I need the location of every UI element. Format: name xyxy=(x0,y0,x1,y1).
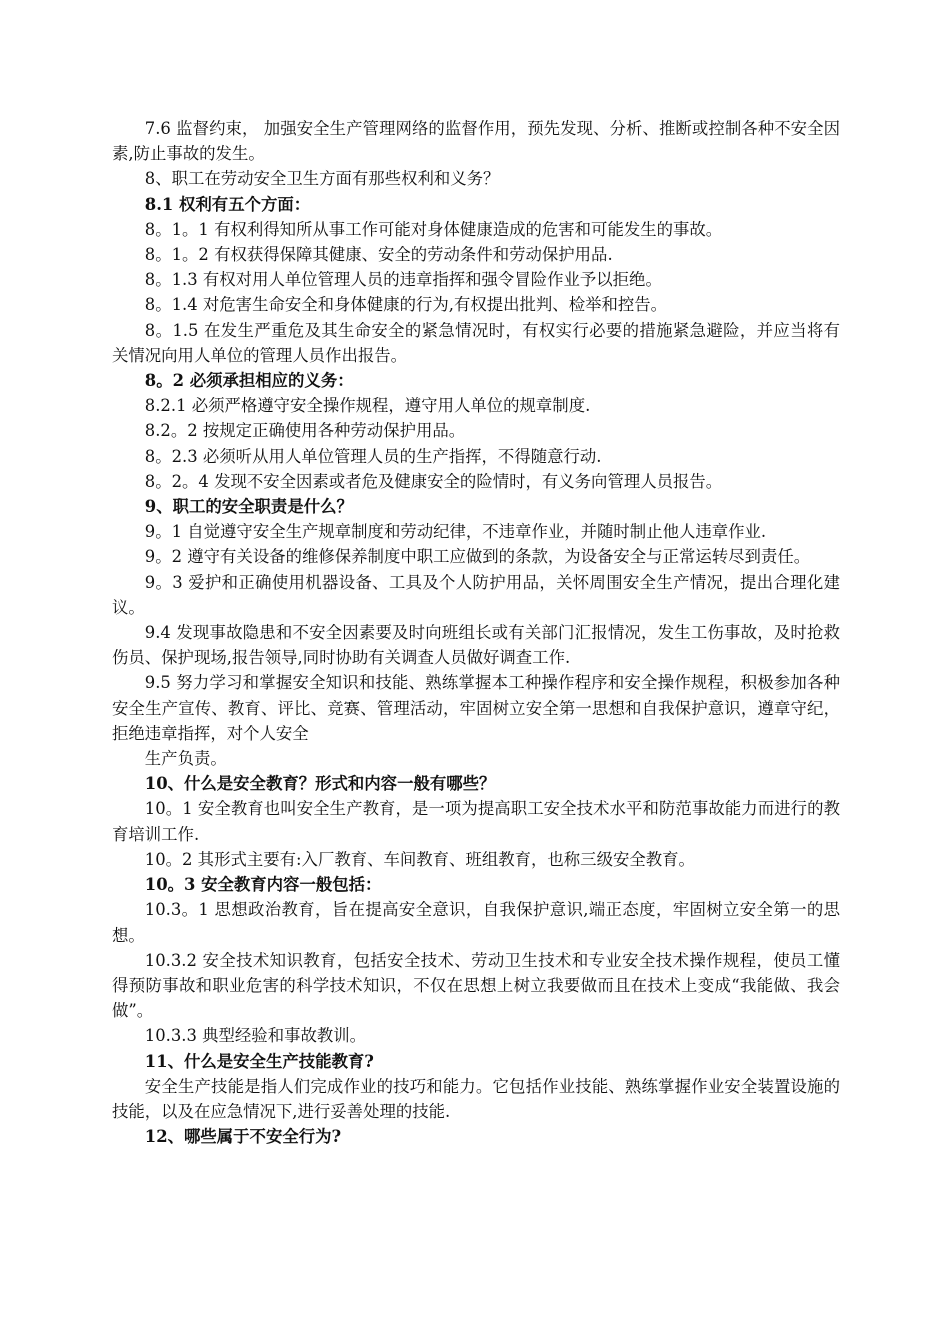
paragraph: 9。3 爱护和正确使用机器设备、工具及个人防护用品，关怀周围安全生产情况，提出合理化建议。 xyxy=(112,572,840,617)
document-page xyxy=(112,116,840,1149)
question-heading: 8、职工在劳动安全卫生方面有那些权利和义务？ xyxy=(144,169,500,189)
paragraph: 10。1 安全教育也叫安全生产教育，是一项为提高职工安全技术水平和防范事故能力而进行的教育培训工作. xyxy=(112,799,840,844)
section-heading: 10。3 安全教育内容一般包括： xyxy=(144,875,382,895)
paragraph: 8。2。4 发现不安全因素或者危及健康安全的险情时，有义务向管理人员报告。 xyxy=(144,471,723,491)
paragraph: 8。1.5 在发生严重危及其生命安全的紧急情况时，有权实行必要的措施紧急避险，并应当将有关情况向用人单位的管理人员作出报告。 xyxy=(112,320,840,365)
paragraph: 9.5 努力学习和掌握安全知识和技能、熟练掌握本工种操作程序和安全操作规程，积极参加各种安全生产宣传、教育、评比、竞赛、管理活动，牢固树立安全第一思想和自我保护意识，遵章守纪，拒绝违章指挥，对个人安全 xyxy=(112,673,840,743)
paragraph: 10.3.2 安全技术知识教育，包括安全技术、劳动卫生技术和专业安全技术操作规程，使员工懂得预防事故和职业危害的科学技术知识，不仅在思想上树立我要做而且在技术上变成“我能做、我会做”。 xyxy=(112,950,840,1021)
paragraph: 生产负责。 xyxy=(144,749,227,769)
paragraph: 安全生产技能是指人们完成作业的技巧和能力。它包括作业技能、熟练掌握作业安全装置设施的技能，以及在应急情况下,进行妥善处理的技能. xyxy=(112,1076,840,1121)
paragraph: 8。1。2 有权获得保障其健康、安全的劳动条件和劳动保护用品. xyxy=(144,245,613,265)
paragraph: 10。2 其形式主要有:入厂教育、车间教育、班组教育，也称三级安全教育。 xyxy=(144,849,695,869)
section-heading: 8.1 权利有五个方面： xyxy=(144,194,311,214)
paragraph: 9。1 自觉遵守安全生产规章制度和劳动纪律，不违章作业，并随时制止他人违章作业. xyxy=(144,522,767,542)
question-heading: 11、什么是安全生产技能教育? xyxy=(144,1051,374,1071)
paragraph: 10.3。1 思想政治教育，旨在提高安全意识，自我保护意识,端正态度，牢固树立安全第一的思想。 xyxy=(112,900,840,945)
paragraph: 8。2.3 必须听从用人单位管理人员的生产指挥，不得随意行动. xyxy=(144,446,602,466)
section-heading: 8。2 必须承担相应的义务： xyxy=(144,371,354,391)
question-heading: 9、职工的安全职责是什么？ xyxy=(144,497,353,517)
paragraph: 8.2.1 必须严格遵守安全操作规程，遵守用人单位的规章制度. xyxy=(144,396,591,416)
paragraph: 7.6 监督约束， 加强安全生产管理网络的监督作用，预先发现、分析、推断或控制各种不安全因素,防止事故的发生。 xyxy=(112,119,840,164)
paragraph: 8。1.4 对危害生命安全和身体健康的行为,有权提出批判、检举和控告。 xyxy=(144,295,668,315)
paragraph: 8。1。1 有权利得知所从事工作可能对身体健康造成的危害和可能发生的事故。 xyxy=(144,219,723,239)
question-heading: 12、哪些属于不安全行为? xyxy=(144,1127,342,1147)
paragraph: 8.2。2 按规定正确使用各种劳动保护用品。 xyxy=(144,421,466,441)
paragraph: 10.3.3 典型经验和事故教训。 xyxy=(144,1026,367,1046)
paragraph: 8。1.3 有权对用人单位管理人员的违章指挥和强令冒险作业予以拒绝。 xyxy=(144,270,662,290)
paragraph: 9。2 遵守有关设备的维修保养制度中职工应做到的条款，为设备安全与正常运转尽到责任。 xyxy=(144,547,811,567)
question-heading: 10、什么是安全教育？形式和内容一般有哪些？ xyxy=(144,774,496,794)
paragraph: 9.4 发现事故隐患和不安全因素要及时向班组长或有关部门汇报情况，发生工伤事故，及时抢救伤员、保护现场,报告领导,同时协助有关调查人员做好调查工作. xyxy=(112,623,840,668)
